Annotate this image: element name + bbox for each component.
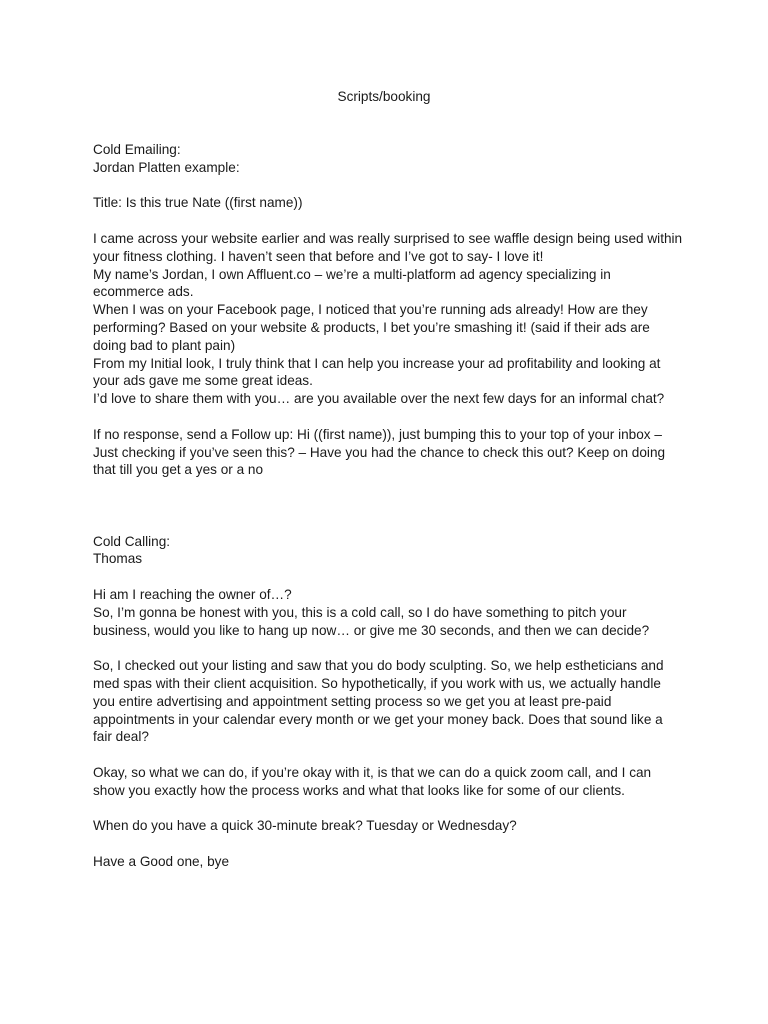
zoom-offer-paragraph: Okay, so what we can do, if you’re okay with it, is that we can do a quick zoom call, and I can show you exactly how the process works and what that looks like for some of our clients.: [93, 764, 652, 798]
email-paragraph: I came across your website earlier and was really surprised to see waffle design being used within your fitness clothing. I haven’t seen that before and I’ve got to say- I love it!: [93, 230, 683, 264]
document-body: [93, 141, 683, 871]
follow-up-paragraph: If no response, send a Follow up: Hi ((first name)), just bumping this to your top of your inbox – Just checking if you’ve seen this? – Have you had the chance to check this out? Keep on doing that till you get a yes or a no: [93, 426, 666, 478]
cold-email-heading: Cold Emailing:: [93, 142, 181, 157]
email-paragraph: I’d love to share them with you… are you available over the next few days for an informal chat?: [93, 391, 665, 407]
document-title: Scripts/booking: [337, 89, 431, 104]
email-subject: Title: Is this true Nate ((first name)): [93, 195, 303, 211]
closing-line: Have a Good one, bye: [93, 853, 230, 869]
call-pitch-paragraph: So, I checked out your listing and saw that you do body sculpting. So, we help estheticians and med spas with their client acquisition. So hypothetically, if you work with us, we actually handle you entire advertising and appointment setting process so we get you at least pre-paid appointments in your calendar every month or we get your money back. Does that sound like a fair deal?: [93, 658, 664, 745]
caller-name: Thomas: [93, 551, 143, 567]
example-label: Jordan Platten example:: [93, 159, 240, 175]
call-opening-line: So, I’m gonna be honest with you, this is a cold call, so I do have something to pitch your business, would you like to hang up now… or give me 30 seconds, and then we can decide?: [93, 604, 650, 638]
email-paragraph: When I was on your Facebook page, I noticed that you’re running ads already! How are they performing? Based on your website & products, I bet you’re smashing it! (said if their ads are doing bad to plant pain): [93, 302, 650, 353]
cold-calling-heading: Cold Calling:: [93, 533, 171, 549]
call-opening-line: Hi am I reaching the owner of…?: [93, 586, 292, 602]
scheduling-question: When do you have a quick 30-minute break? Tuesday or Wednesday?: [93, 818, 517, 834]
email-paragraph: From my Initial look, I truly think that I can help you increase your ad profitability and looking at your ads gave me some great ideas.: [93, 355, 661, 389]
email-paragraph: My name’s Jordan, I own Affluent.co – we’re a multi-platform ad agency specializing in ecommerce ads.: [93, 266, 611, 300]
